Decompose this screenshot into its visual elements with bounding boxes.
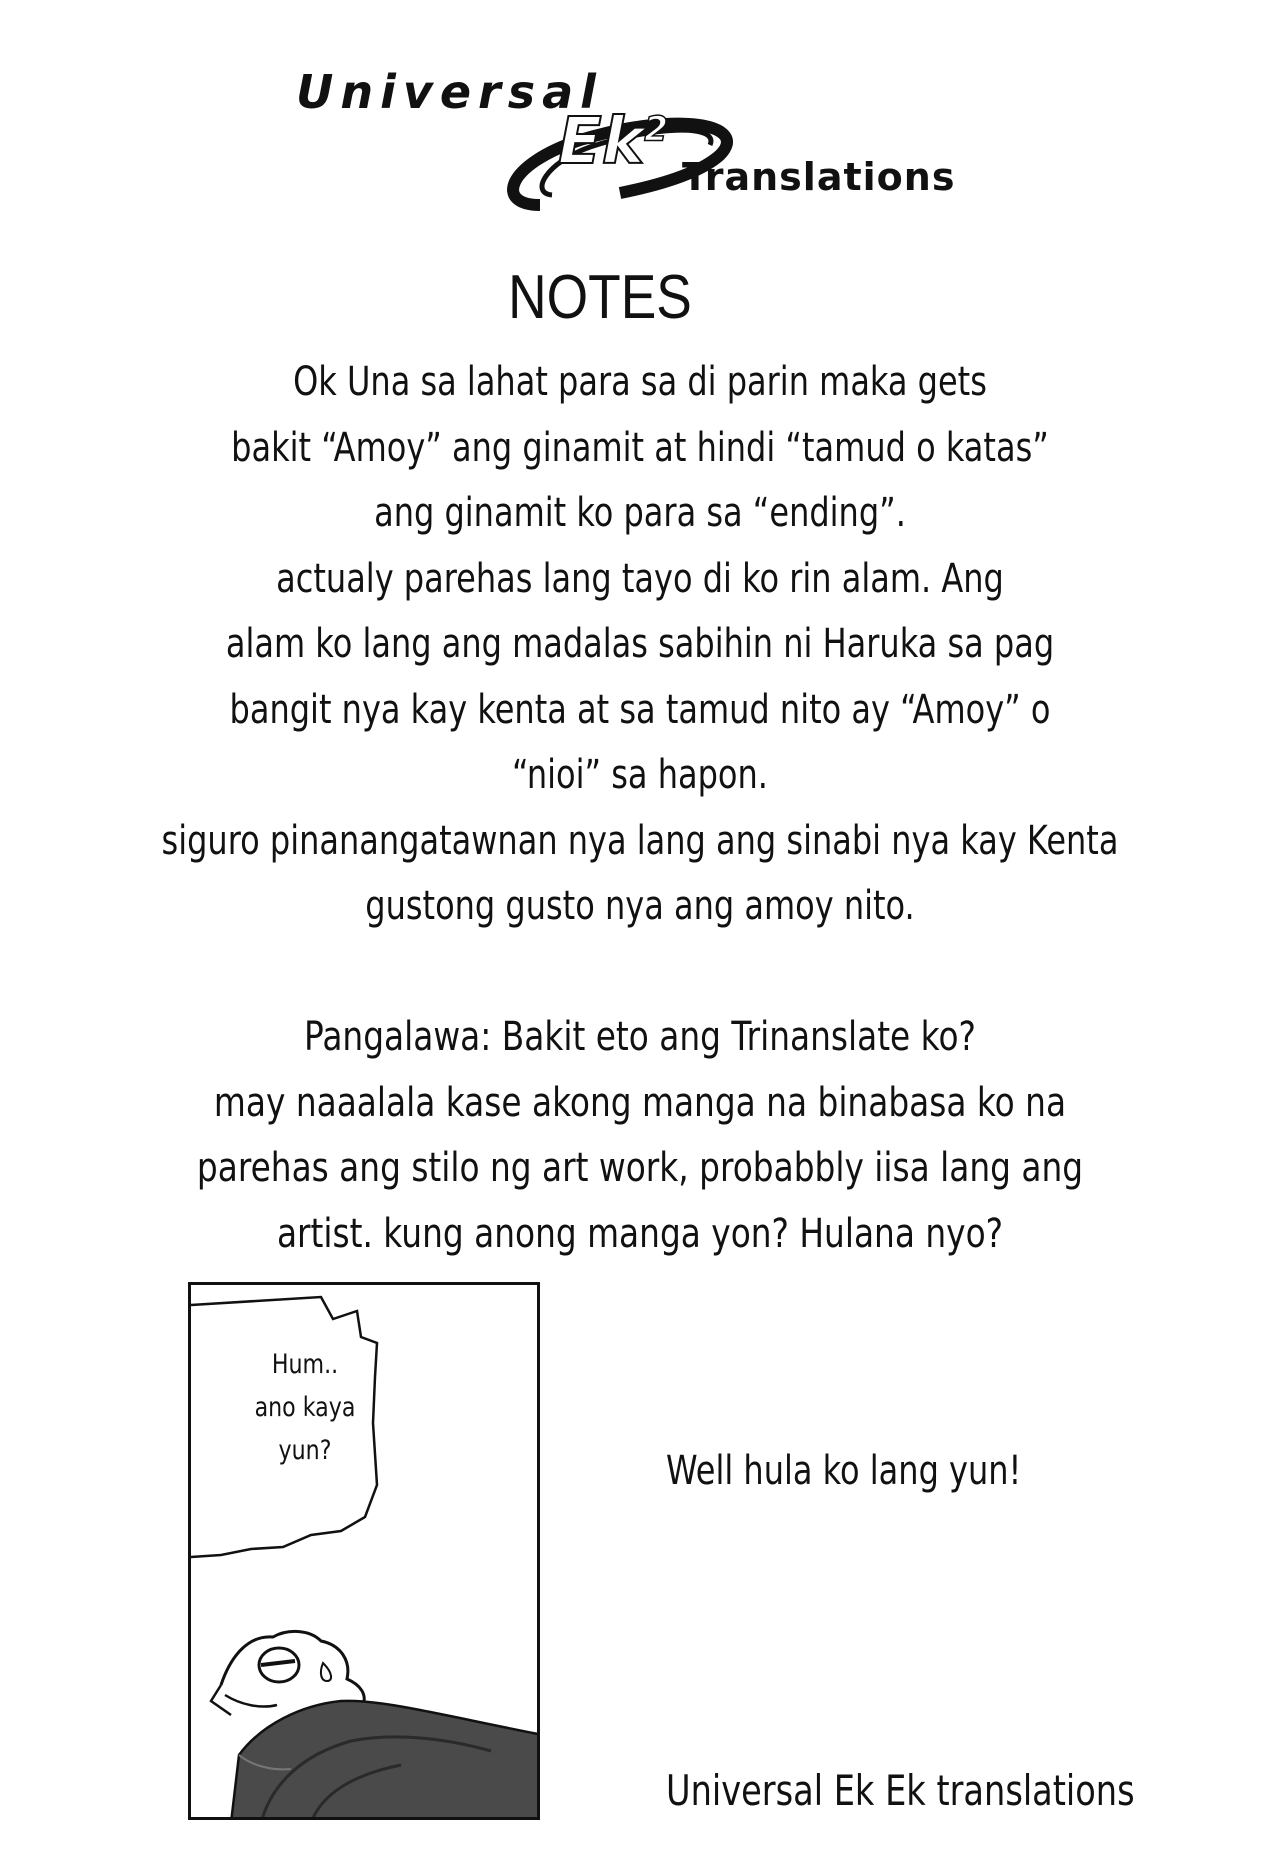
text-line: artist. kung anong manga yon? Hulana nyo? <box>276 1210 1004 1257</box>
notes-paragraph-2 <box>0 1005 1280 1267</box>
bubble-line: yun? <box>278 1435 332 1466</box>
text-line: ang ginamit ko para sa “ending”. <box>374 490 906 536</box>
text-line: Ok Una sa lahat para sa di parin maka gets <box>293 359 987 405</box>
text-line: bakit “Amoy” ang ginamit at hindi “tamud o katas” <box>231 424 1049 471</box>
text-line: may naaalala kase akong manga na binabasa ko na <box>213 1079 1067 1126</box>
text-line: actualy parehas lang tayo di ko rin alam. Ang <box>276 555 1004 602</box>
text-line: alam ko lang ang madalas sabihin ni Haruka sa pag <box>225 621 1055 667</box>
notes-paragraph-1 <box>0 350 1280 940</box>
bubble-line: Hum.. <box>271 1349 339 1380</box>
text-line: siguro pinanangatawnan nya lang ang sinabi nya kay Kenta <box>161 817 1119 864</box>
text-line: parehas ang stilo ng art work, probabbly iisa lang ang <box>196 1145 1084 1191</box>
logo-word-translations: Translations <box>682 155 956 199</box>
text-line: “nioi” sa hapon. <box>512 752 768 798</box>
bubble-line: ano kaya <box>254 1392 356 1423</box>
logo-word-universal: Universal <box>296 65 603 119</box>
group-logo <box>290 55 1030 215</box>
notes-title: NOTES <box>508 263 692 332</box>
text-line: bangit nya kay kenta at sa tamud nito ay “Amoy” o <box>229 686 1051 733</box>
credit-text: Universal Ek Ek translations <box>666 1766 1135 1815</box>
text-line: Pangalawa: Bakit eto ang Trinanslate ko? <box>304 1014 976 1060</box>
text-line: gustong gusto nya ang amoy nito. <box>365 883 915 929</box>
speech-bubble-text <box>205 1343 405 1472</box>
logo-word-ek: Ek$^2$ <box>558 105 668 179</box>
manga-panel <box>188 1282 540 1820</box>
guess-text: Well hula ko lang yun! <box>666 1448 1022 1494</box>
